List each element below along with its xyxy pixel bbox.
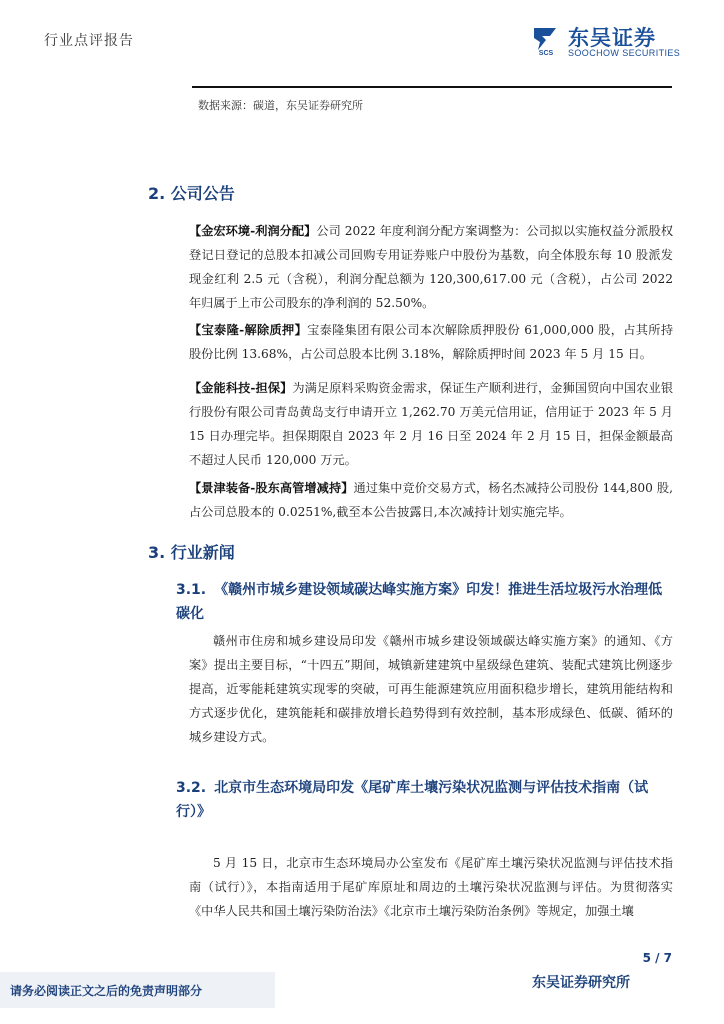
section-2-heading: 2. 公司公告: [148, 184, 235, 203]
announcement-text: 为满足原料采购资金需求，保证生产顺利进行，金狮国贸向中国农业银行股份有限公司青岛黄岛支行申请开立 1,262.70 万美元信用证，信用证于 2023 年 5 月 15 日办理完毕。担保期限自 2023 年 2 月 16 日至 2024 年 2 月 15 日，担保金额最高不超过人民币 120,000 万元。: [189, 381, 674, 467]
announcement-tag: 【金宏环境-利润分配】: [189, 224, 317, 238]
announcement-paragraph: [189, 318, 673, 366]
footer-institute-name: 东吴证券研究所: [532, 975, 630, 991]
logo-chinese-name: 东吴证券: [568, 26, 656, 50]
subsection-title: 北京市生态环境局印发《尾矿库土壤污染状况监测与评估技术指南（试行）》: [176, 780, 649, 820]
subsection-3-1-heading: [176, 578, 674, 626]
announcement-paragraph: [189, 376, 673, 472]
page-number: 5 / 7: [642, 951, 672, 965]
subsection-3-2-heading: [176, 776, 674, 824]
announcement-tag: 【景津装备-股东高管增减持】: [189, 481, 354, 495]
announcement-text: 公司 2022 年度利润分配方案调整为：公司拟以实施权益分派股权登记日登记的总股本扣减公司回购专用证券账户中股份为基数，向全体股东每 10 股派发现金红利 2.5 元（含税），利润分配总额为 120,300,617.00 元（含税），占公司 2022 年归属于上市公司股东的净利润的 52.50%。: [189, 224, 674, 310]
subsection-number: 3.1.: [176, 582, 207, 598]
report-type-label: 行业点评报告: [44, 33, 134, 49]
data-source-note: 数据来源：碳道，东吴证券研究所: [198, 99, 363, 112]
section-3-heading: 3. 行业新闻: [148, 543, 235, 562]
announcement-paragraph: [189, 476, 673, 524]
news-paragraph: 赣州市住房和城乡建设局印发《赣州市城乡建设领域碳达峰实施方案》的通知、《方案》提出主要目标，“十四五”期间，城镇新建建筑中星级绿色建筑、装配式建筑比例逐步提高，近零能耗建筑实现零的突破，可再生能源建筑应用面积稳步增长，建筑用能结构和方式逐步优化，建筑能耗和碳排放增长趋势得到有效控制，基本形成绿色、低碳、循环的城乡建设方式。: [189, 634, 673, 744]
header-divider: [192, 86, 672, 88]
announcement-text: 宝泰隆集团有限公司本次解除质押股份 61,000,000 股，占其所持股份比例 13.68%，占公司总股本比例 3.18%，解除质押时间 2023 年 5 月 15 日。: [189, 323, 674, 361]
announcement-tag: 【金能科技-担保】: [189, 381, 293, 395]
announcement-paragraph: [189, 219, 673, 315]
news-paragraph: 5 月 15 日，北京市生态环境局办公室发布《尾矿库土壤污染状况监测与评估技术指南（试行）》，本指南适用于尾矿库原址和周边的土壤污染状况监测与评估。为贯彻落实《中华人民共和国土壤污染防治法》《北京市土壤污染防治条例》等规定，加强土壤: [189, 856, 673, 918]
logo-mark-text: SCS: [538, 50, 554, 56]
subsection-number: 3.2.: [176, 780, 207, 796]
company-logo: [530, 22, 680, 62]
disclaimer-link[interactable]: 请务必阅读正文之后的免责声明部分: [10, 984, 203, 998]
logo-english-name: SOOCHOW SECURITIES: [568, 48, 681, 58]
announcement-text: 通过集中竞价交易方式，杨名杰减持公司股份 144,800 股,占公司总股本的 0.0251%,截至本公告披露日,本次减持计划实施完毕。: [189, 481, 674, 519]
announcement-tag: 【宝泰隆-解除质押】: [189, 323, 308, 337]
subsection-title: 《赣州市城乡建设领域碳达峰实施方案》印发！推进生活垃圾污水治理低碳化: [176, 582, 663, 622]
logo-mark-icon: [530, 26, 562, 56]
